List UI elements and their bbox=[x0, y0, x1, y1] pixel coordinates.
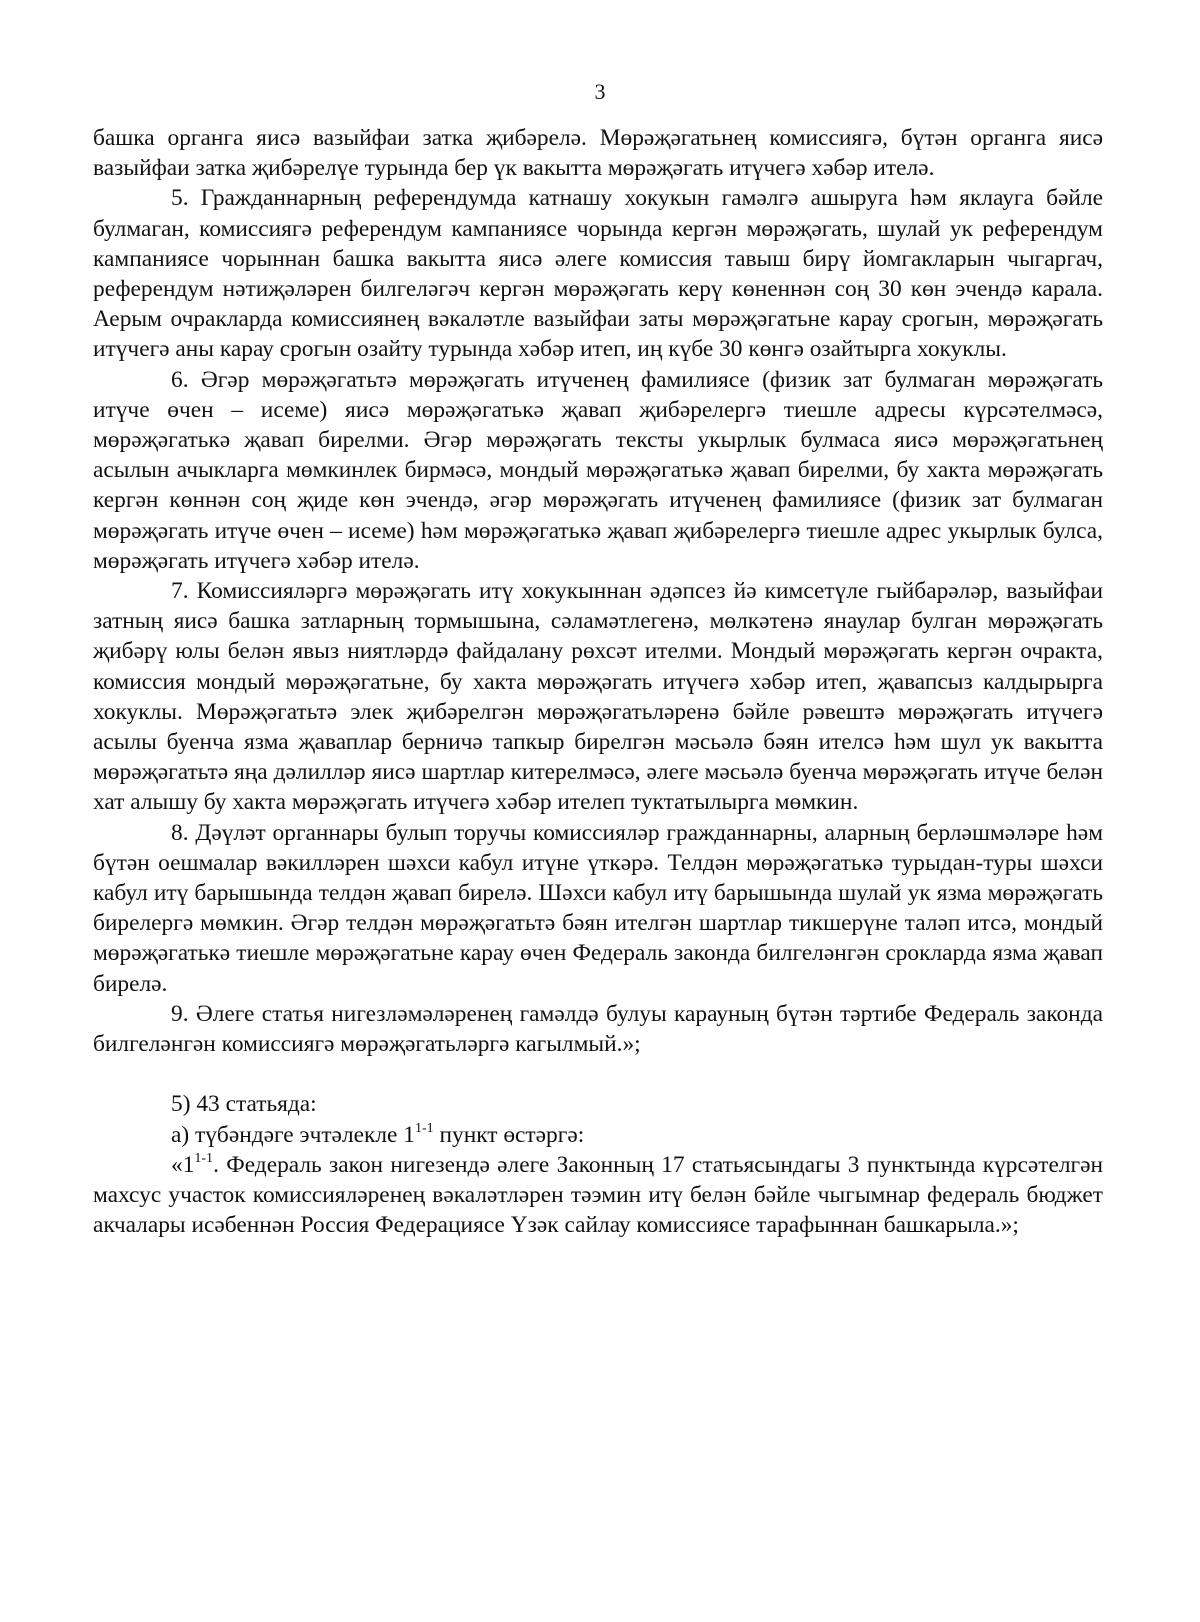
amendment-item-a-superscript: 1-1 bbox=[414, 1120, 434, 1136]
page-number: 3 bbox=[594, 79, 606, 104]
paragraph-5: 5. Гражданнарның референдумда катнашу хокукын гамәлгә ашыруга һәм яклауга бәйле булмаган, комиссиягә референдум кампаниясе чорында кергән мөрәҗәгать, шулай ук референдум кампаниясе чорыннан башка вакытта яисә әлеге комиссия тавыш бирү йомгакларын чыгаргач, референдум нәтиҗәләрен билгеләгәч кергән мөрәҗәгать керү көненнән соң 30 көн эчендә карала. Аерым очракларда комиссиянең вәкаләтле вазыйфаи заты мөрәҗәгатьне карау срогын, мөрәҗәгать итүчегә аны карау срогын озайту турында хәбәр итеп, иң күбе 30 көнгә озайтырга хокуклы. bbox=[93, 185, 1103, 363]
amendment-item-a-text: а) түбәндәге эчтәлекле 1 bbox=[171, 1121, 415, 1148]
amendment-item-a-tail: пункт өстәргә: bbox=[433, 1121, 585, 1148]
amendment-quote-text: . Федераль закон нигезендә әлеге Законның 17 статьясындагы 3 пунктында күрсәтелгән махсус участок комиссияләренең вәкаләтләрен тәэмин итү белән бәйле чыгымнар федераль бюджет акчалары исәбеннән Россия Федерациясе Үзәк сайлау комиссиясе тарафыннан башкарыла.»; bbox=[93, 1151, 1103, 1239]
amendment-quote-open: «1 bbox=[171, 1151, 195, 1178]
paragraph-continuation: башка органга яисә вазыйфаи затка җибәрелә. Мөрәҗәгатьнең комиссиягә, бүтән органга яисә вазыйфаи затка җибәрелүе турында бер үк вакытта мөрәҗәгать итүчегә хәбәр ителә. bbox=[93, 125, 1103, 182]
amendment-quote bbox=[93, 1150, 1103, 1241]
paragraph-9: 9. Әлеге статья нигезләмәләренең гамәлдә булуы карауның бүтән тәртибе Федераль законда билгеләнгән комиссиягә мөрәҗәгатьләргә кагылмый.»; bbox=[93, 1000, 1103, 1058]
paragraph-gap bbox=[93, 1059, 1103, 1089]
paragraph-8: 8. Дәүләт органнары булып торучы комиссияләр гражданнарны, аларның берләшмәләре һәм бүтән оешмалар вәкилләрен шәхси кабул итүне үткәрә. Телдән мөрәҗәгатькә турыдан-туры шәхси кабул итү барышында телдән җавап бирелә. Шәхси кабул итү барышында шулай ук язма мөрәҗәгать бирелергә мөмкин. Әгәр телдән мөрәҗәгатьтә бәян ителгән шартлар тикшерүне таләп итсә, мондый мөрәҗәгатькә тиешле мөрәҗәгатьне карау өчен Федераль законда билгеләнгән срокларда язма җавап бирелә. bbox=[93, 819, 1103, 997]
paragraph-6: 6. Әгәр мөрәҗәгатьтә мөрәҗәгать итүченең фамилиясе (физик зат булмаган мөрәҗәгать итүче өчен – исеме) яисә мөрәҗәгатькә җавап җибәрелергә тиешле адресы күрсәтелмәсә, мөрәҗәгатькә җавап бирелми. Әгәр мөрәҗәгать тексты укырлык булмаса яисә мөрәҗәгатьнең асылын ачыкларга мөмкинлек бирмәсә, мондый мөрәҗәгатькә җавап бирелми, бу хакта мөрәҗәгать кергән көннән соң җиде көн эчендә, әгәр мөрәҗәгать итүченең фамилиясе (физик зат булмаган мөрәҗәгать итүче өчен – исеме) һәм мөрәҗәгатькә җавап җибәрелергә тиешле адрес укырлык булса, мөрәҗәгать итүчегә хәбәр ителә. bbox=[93, 366, 1103, 574]
amendment-item-a bbox=[93, 1120, 1103, 1150]
amendment-quote-superscript: 1-1 bbox=[194, 1150, 214, 1166]
amendment-item-5: 5) 43 статьяда: bbox=[171, 1091, 317, 1118]
paragraph-7: 7. Комиссияләргә мөрәҗәгать итү хокукыннан әдәпсез йә кимсетүле гыйбарәләр, вазыйфаи затның яисә башка затларның тормышына, сәламәтлегенә, мөлкәтенә янаулар булган мөрәҗәгать җибәрү юлы белән явыз ниятләрдә файдалану рөхсәт ителми. Мондый мөрәҗәгать кергән очракта, комиссия мондый мөрәҗәгатьне, бу хакта мөрәҗәгать итүчегә хәбәр итеп, җавапсыз калдырырга хокуклы. Мөрәҗәгатьтә элек җибәрелгән мөрәҗәгатьләренә бәйле рәвештә мөрәҗәгать итүчегә асылы буенча язма җаваплар берничә тапкыр бирелгән мәсьәлә бәян ителсә һәм шул ук вакытта мөрәҗәгатьтә яңа дәлилләр яисә шартлар китерелмәсә, әлеге мәсьәлә буенча мөрәҗәгать итүче белән хат алышу бу хакта мөрәҗәгать итүчегә хәбәр ителеп туктатылырга мөмкин. bbox=[93, 578, 1103, 816]
document-body bbox=[93, 123, 1103, 1240]
